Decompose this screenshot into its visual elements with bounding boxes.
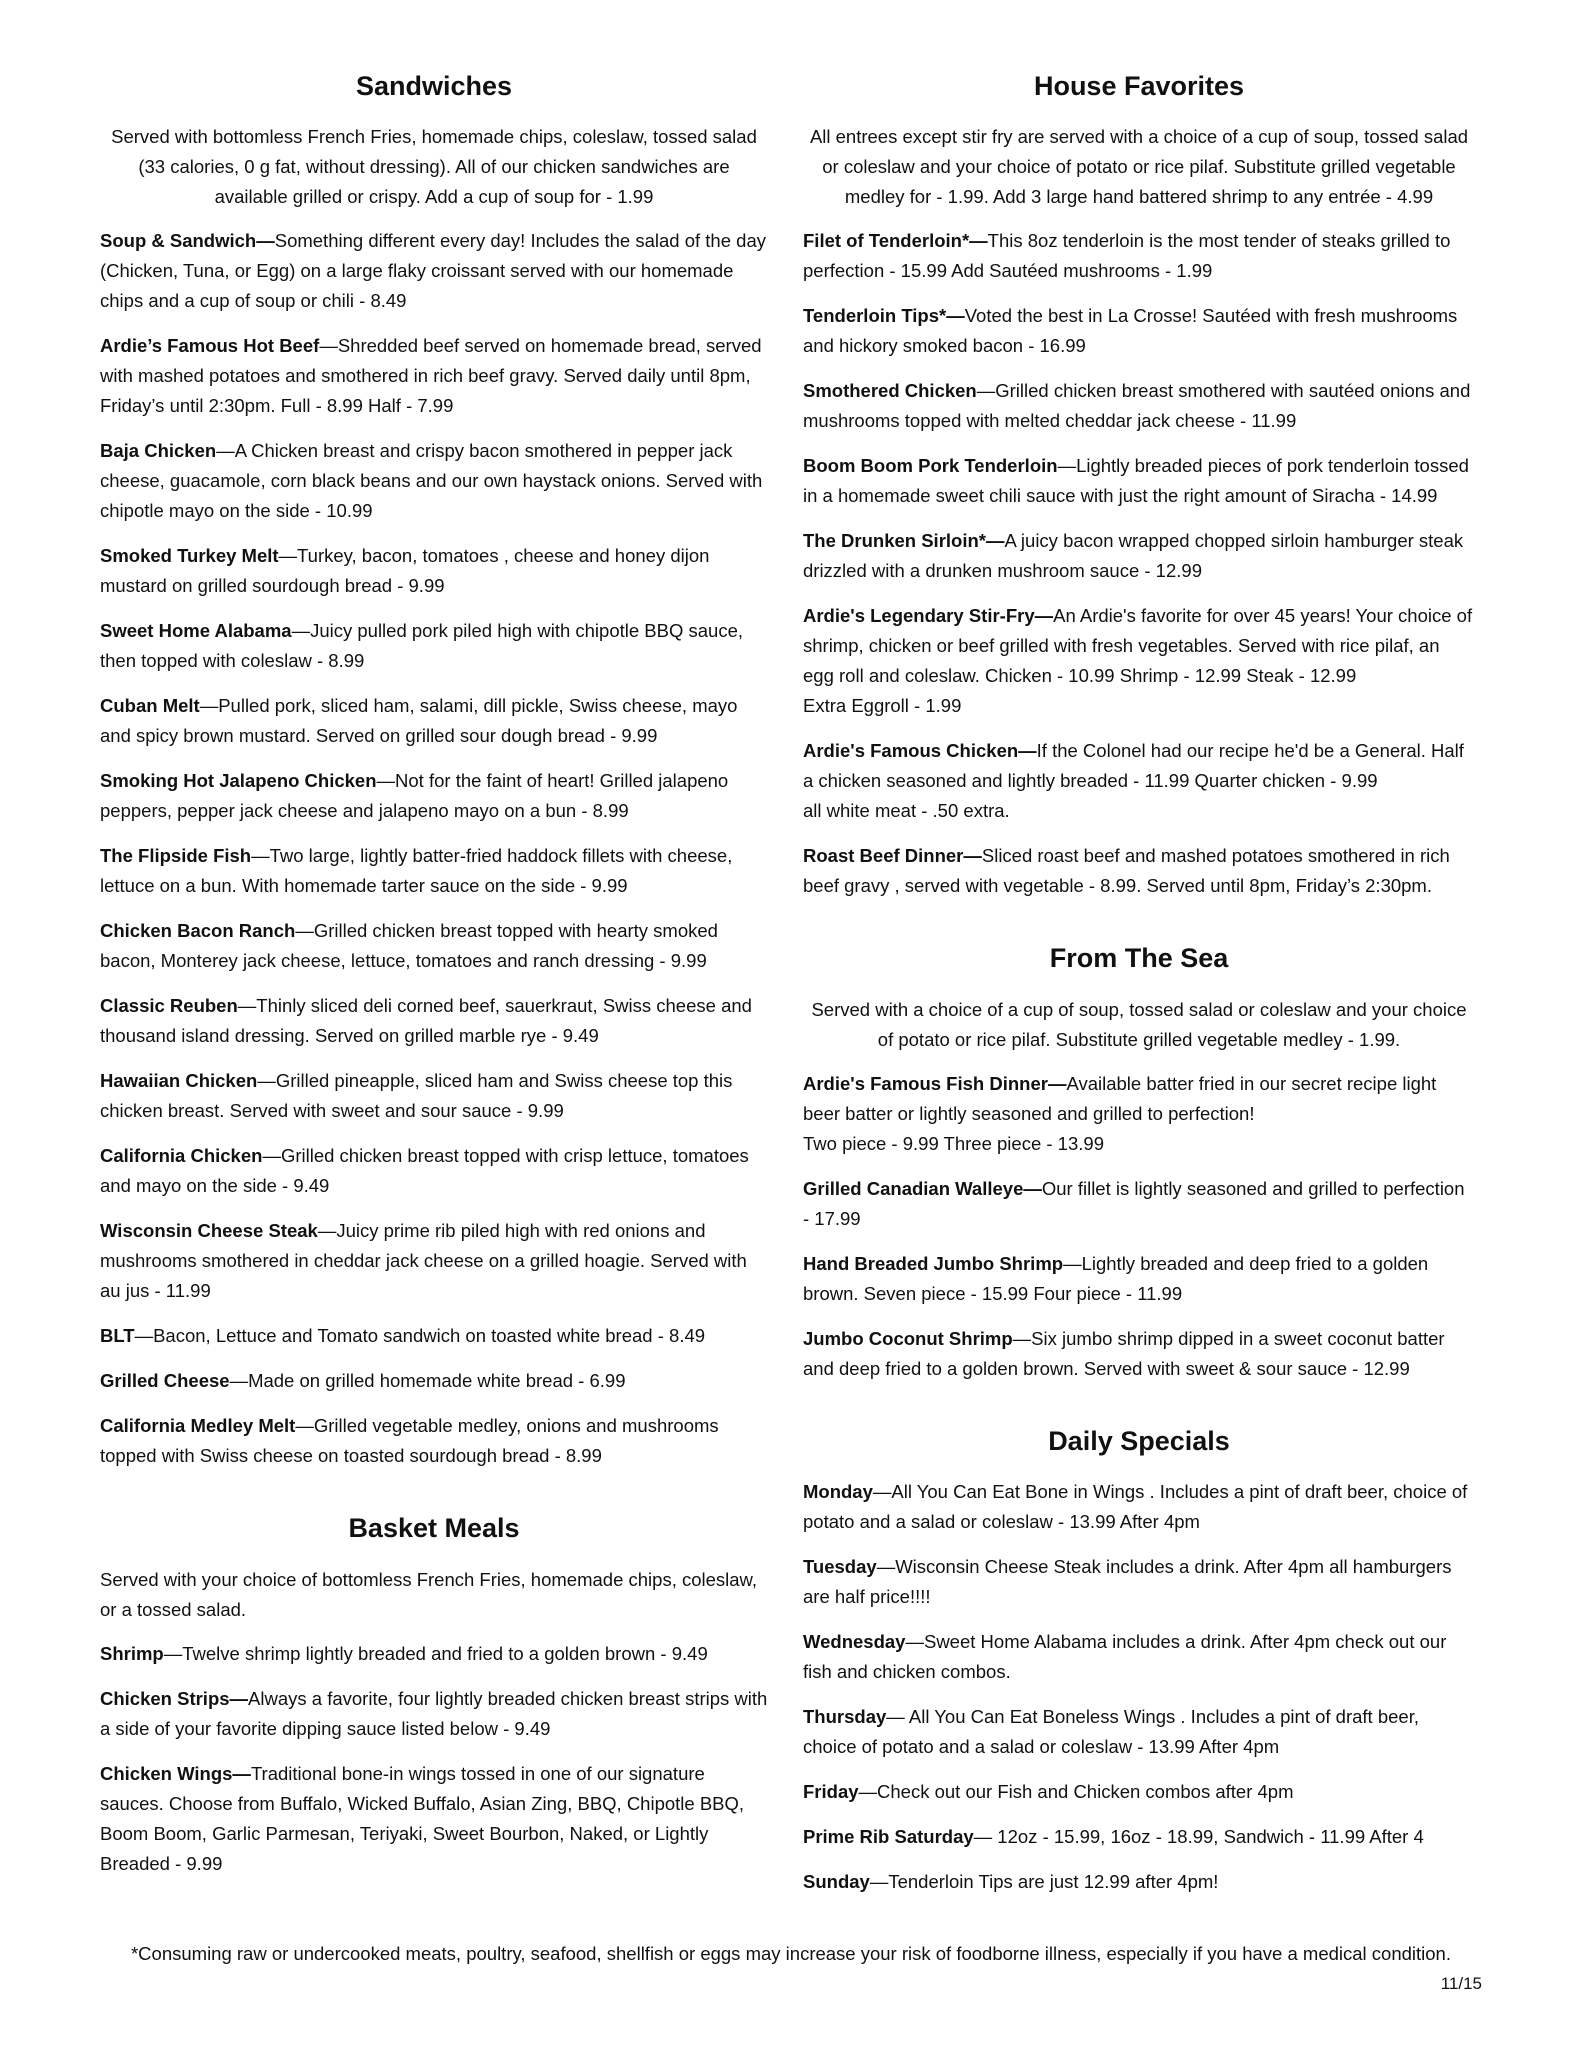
menu-item-description: —Twelve shrimp lightly breaded and fried to a golden brown - 9.49: [163, 1642, 708, 1664]
menu-item: [100, 991, 768, 1051]
menu-item-name: Friday: [803, 1781, 859, 1803]
foodborne-disclaimer: *Consuming raw or undercooked meats, poultry, seafood, shellfish or eggs may increase your risk of foodborne illness, especially if you have a medical condition.: [130, 1943, 1451, 1964]
menu-item: [100, 226, 768, 316]
menu-item-name: Jumbo Coconut Shrimp: [803, 1327, 1013, 1349]
menu-item-description: —Grilled pineapple, sliced ham and Swiss cheese top this chicken breast. Served with sweet and sour sauce - 9.99: [100, 1070, 733, 1122]
menu-item-name: Tuesday: [803, 1556, 877, 1578]
basket-meals-intro: Served with your choice of bottomless French Fries, homemade chips, coleslaw, or a tossed salad.: [100, 1568, 758, 1620]
menu-item-description: —Tenderloin Tips are just 12.99 after 4pm!: [869, 1871, 1219, 1893]
menu-item-name: Roast Beef Dinner—: [803, 845, 982, 867]
menu-item-description: — 12oz - 15.99, 16oz - 18.99, Sandwich - 11.99 After 4: [973, 1826, 1424, 1848]
menu-item-name: Baja Chicken: [100, 440, 217, 462]
menu-item: [803, 1174, 1475, 1234]
menu-item-name: Monday: [803, 1481, 873, 1503]
menu-item: [100, 1321, 768, 1351]
menu-item: [100, 541, 768, 601]
right-column: [803, 70, 1475, 1912]
menu-item-name: Tenderloin Tips*—: [803, 305, 965, 327]
menu-item: [100, 1066, 768, 1126]
menu-item-name: The Drunken Sirloin*—: [803, 530, 1005, 552]
menu-item-description: —Thinly sliced deli corned beef, sauerkraut, Swiss cheese and thousand island dressing. Served on grilled marble rye - 9.49: [100, 995, 752, 1047]
menu-item: [803, 1552, 1475, 1612]
menu-item: [803, 376, 1475, 436]
basket-meals-title: Basket Meals: [348, 1513, 520, 1544]
menu-item: [803, 601, 1475, 721]
from-the-sea-list: [803, 1069, 1475, 1384]
menu-item: [803, 1477, 1475, 1537]
menu-item-name: Hand Breaded Jumbo Shrimp: [803, 1252, 1064, 1274]
menu-item-name: BLT: [100, 1325, 135, 1347]
from-the-sea-title: From The Sea: [1049, 943, 1229, 974]
menu-item-description: Available batter fried in our secret recipe light beer batter or lightly seasoned and grilled to perfection!: [803, 1072, 1437, 1124]
menu-item-description: —Made on grilled homemade white bread - 6.99: [229, 1370, 626, 1392]
menu-item-description: Voted the best in La Crosse! Sautéed with fresh mushrooms and hickory smoked bacon - 16.99: [803, 305, 1458, 357]
menu-item: [100, 1411, 768, 1471]
menu-item: [100, 616, 768, 676]
daily-specials-list: [803, 1477, 1475, 1897]
menu-item-name: Prime Rib Saturday: [803, 1826, 974, 1848]
house-favorites-intro: All entrees except stir fry are served with a choice of a cup of soup, tossed salad or coleslaw and your choice of potato or rice pilaf. Substitute grilled vegetable medley for - 1.99. Add 3 large hand battered shrimp to any entrée - 4.99: [809, 126, 1469, 208]
menu-item: [100, 766, 768, 826]
menu-item: [100, 1216, 768, 1306]
menu-item: [803, 1627, 1475, 1687]
menu-item-name: California Chicken: [100, 1145, 263, 1167]
menu-item-description: —Six jumbo shrimp dipped in a sweet coconut batter and deep fried to a golden brown. Served with sweet & sour sauce - 12.99: [803, 1327, 1445, 1379]
page-code: 11/15: [1440, 1974, 1482, 1993]
menu-item-name: Filet of Tenderloin*—: [803, 230, 988, 252]
menu-item-name: California Medley Melt: [100, 1415, 296, 1437]
menu-item-name: Wisconsin Cheese Steak: [100, 1220, 318, 1242]
menu-item-description: An Ardie's favorite for over 45 years! Your choice of shrimp, chicken or beef grilled with fresh vegetables. Served with rice pilaf, an egg roll and coleslaw. Chicken - 10.99 Shrimp - 12.99 Steak - 12.99: [803, 605, 1473, 687]
menu-item: [803, 736, 1475, 826]
menu-item-name: Boom Boom Pork Tenderloin: [803, 455, 1058, 477]
menu-item: [803, 1822, 1475, 1852]
menu-item-description: Always a favorite, four lightly breaded chicken breast strips with a side of your favorite dipping sauce listed below - 9.49: [100, 1687, 768, 1739]
menu-item-name: Wednesday: [803, 1631, 906, 1653]
menu-item-description: —Grilled chicken breast topped with hearty smoked bacon, Monterey jack cheese, lettuce, tomatoes and ranch dressing - 9.99: [100, 920, 718, 972]
sandwiches-list: [100, 226, 768, 1471]
daily-specials-title: Daily Specials: [1048, 1425, 1230, 1456]
menu-item: [100, 691, 768, 751]
menu-item-name: Ardie's Legendary Stir-Fry—: [803, 605, 1054, 627]
menu-item-description: —Not for the faint of heart! Grilled jalapeno peppers, pepper jack cheese and jalapeno mayo on a bun - 8.99: [100, 770, 729, 822]
basket-meals-list: [100, 1639, 768, 1879]
menu-item: [803, 526, 1475, 586]
menu-item: [100, 1141, 768, 1201]
menu-item-extra: Two piece - 9.99 Three piece - 13.99: [803, 1132, 1104, 1154]
menu-item: [803, 841, 1475, 901]
menu-item-description: If the Colonel had our recipe he'd be a General. Half a chicken seasoned and lightly breaded - 11.99 Quarter chicken - 9.99: [803, 740, 1464, 792]
menu-item-name: Smoked Turkey Melt: [100, 545, 279, 567]
left-column: [100, 70, 768, 1894]
menu-item-description: Traditional bone-in wings tossed in one of our signature sauces. Choose from Buffalo, Wicked Buffalo, Asian Zing, BBQ, Chipotle BBQ, Boom Boom, Garlic Parmesan, Teriyaki, Sweet Bourbon, Naked, or Lightly Breaded - 9.99: [100, 1762, 745, 1874]
menu-item-description: —Sweet Home Alabama includes a drink. After 4pm check out our fish and chicken combos.: [803, 1631, 1447, 1683]
menu-item: [100, 436, 768, 526]
menu-item: [803, 301, 1475, 361]
menu-item-description: —Lightly breaded and deep fried to a golden brown. Seven piece - 15.99 Four piece - 11.99: [803, 1252, 1429, 1304]
house-favorites-list: [803, 226, 1475, 901]
menu-item: [803, 1249, 1475, 1309]
menu-item-description: —Wisconsin Cheese Steak includes a drink. After 4pm all hamburgers are half price!!!!: [803, 1556, 1452, 1608]
menu-item-description: Something different every day! Includes the salad of the day (Chicken, Tuna, or Egg) on a large flaky croissant served with our homemade chips and a cup of soup or chili - 8.49: [100, 230, 766, 312]
menu-item: [803, 1324, 1475, 1384]
menu-item: [803, 1069, 1475, 1159]
menu-item-description: — All You Can Eat Boneless Wings . Includes a pint of draft beer, choice of potato and a salad or coleslaw - 13.99 After 4pm: [803, 1706, 1419, 1758]
menu-item-name: Shrimp: [100, 1642, 164, 1664]
menu-item-extra: Extra Eggroll - 1.99: [803, 695, 962, 717]
menu-item-name: Cuban Melt: [100, 695, 200, 717]
from-the-sea-intro: Served with a choice of a cup of soup, tossed salad or coleslaw and your choice of potato or rice pilaf. Substitute grilled vegetable medley - 1.99.: [811, 998, 1467, 1050]
menu-item-description: —Juicy prime rib piled high with red onions and mushrooms smothered in cheddar jack cheese on a grilled hoagie. Served with au jus - 11.99: [100, 1220, 747, 1302]
menu-item-description: Sliced roast beef and mashed potatoes smothered in rich beef gravy , served with vegetable - 8.99. Served until 8pm, Friday’s 2:30pm.: [803, 845, 1450, 897]
house-favorites-title: House Favorites: [1033, 71, 1245, 101]
menu-item-name: Smoking Hot Jalapeno Chicken: [100, 770, 377, 792]
menu-item-name: The Flipside Fish: [100, 845, 252, 867]
sandwiches-title: Sandwiches: [355, 71, 513, 101]
menu-item-name: Thursday: [803, 1706, 887, 1728]
menu-item-description: —All You Can Eat Bone in Wings . Includes a pint of draft beer, choice of potato and a salad or coleslaw - 13.99 After 4pm: [803, 1481, 1468, 1533]
menu-item-name: Hawaiian Chicken: [100, 1070, 258, 1092]
menu-item-name: Chicken Bacon Ranch: [100, 920, 296, 942]
menu-item-name: Grilled Canadian Walleye—: [803, 1177, 1042, 1199]
menu-item: [100, 331, 768, 421]
menu-item: [100, 1684, 768, 1744]
menu-item-name: Smothered Chicken: [803, 380, 977, 402]
menu-item-description: —Pulled pork, sliced ham, salami, dill pickle, Swiss cheese, mayo and spicy brown mustard. Served on grilled sour dough bread - 9.99: [100, 695, 738, 747]
menu-item-name: Classic Reuben: [100, 995, 238, 1017]
menu-item-description: —Bacon, Lettuce and Tomato sandwich on toasted white bread - 8.49: [134, 1325, 706, 1347]
menu-item-description: —Juicy pulled pork piled high with chipotle BBQ sauce, then topped with coleslaw - 8.99: [100, 620, 744, 672]
menu-item: [100, 1639, 768, 1669]
menu-item-name: Soup & Sandwich—: [100, 230, 275, 252]
menu-item-name: Grilled Cheese: [100, 1370, 230, 1392]
menu-item: [100, 1366, 768, 1396]
menu-item-description: This 8oz tenderloin is the most tender of steaks grilled to perfection - 15.99 Add Sautéed mushrooms - 1.99: [803, 230, 1451, 282]
menu-item-description: —Grilled chicken breast smothered with sautéed onions and mushrooms topped with melted cheddar jack cheese - 11.99: [803, 380, 1471, 432]
menu-item-extra: all white meat - .50 extra.: [803, 800, 1010, 822]
menu-item-description: —Shredded beef served on homemade bread, served with mashed potatoes and smothered in rich beef gravy. Served daily until 8pm, Friday’s until 2:30pm. Full - 8.99 Half - 7.99: [100, 335, 762, 417]
menu-item-name: Ardie’s Famous Hot Beef: [100, 335, 320, 357]
menu-item-description: —A Chicken breast and crispy bacon smothered in pepper jack cheese, guacamole, corn black beans and our own haystack onions. Served with chipotle mayo on the side - 10.99: [100, 440, 763, 522]
sandwiches-intro: Served with bottomless French Fries, homemade chips, coleslaw, tossed salad (33 calories, 0 g fat, without dressing). All of our chicken sandwiches are available grilled or crispy. Add a cup of soup for - 1.99: [111, 126, 757, 208]
menu-item-name: Sunday: [803, 1871, 870, 1893]
menu-item: [803, 226, 1475, 286]
menu-item-name: Sweet Home Alabama: [100, 620, 292, 642]
menu-item: [803, 1867, 1475, 1897]
menu-item-name: Chicken Strips—: [100, 1687, 249, 1709]
menu-item: [803, 1702, 1475, 1762]
menu-item: [100, 916, 768, 976]
menu-item: [803, 1777, 1475, 1807]
menu-item-description: —Grilled vegetable medley, onions and mushrooms topped with Swiss cheese on toasted sourdough bread - 8.99: [100, 1415, 719, 1467]
menu-item: [100, 841, 768, 901]
menu-item-description: —Lightly breaded pieces of pork tenderloin tossed in a homemade sweet chili sauce with just the right amount of Siracha - 14.99: [803, 455, 1469, 507]
menu-item-name: Chicken Wings—: [100, 1762, 251, 1784]
menu-item-description: —Two large, lightly batter-fried haddock fillets with cheese, lettuce on a bun. With homemade tarter sauce on the side - 9.99: [100, 845, 733, 897]
menu-item-description: —Check out our Fish and Chicken combos after 4pm: [858, 1781, 1294, 1803]
menu-item-description: —Grilled chicken breast topped with crisp lettuce, tomatoes and mayo on the side - 9.49: [100, 1145, 749, 1197]
menu-item-description: Our fillet is lightly seasoned and grilled to perfection - 17.99: [803, 1177, 1465, 1229]
menu-item-name: Ardie's Famous Fish Dinner—: [803, 1072, 1067, 1094]
menu-item-name: Ardie's Famous Chicken—: [803, 740, 1037, 762]
menu-item: [100, 1759, 768, 1879]
menu-item: [803, 451, 1475, 511]
menu-item-description: A juicy bacon wrapped chopped sirloin hamburger steak drizzled with a drunken mushroom sauce - 12.99: [803, 530, 1464, 582]
menu-item-description: —Turkey, bacon, tomatoes , cheese and honey dijon mustard on grilled sourdough bread - 9.99: [100, 545, 710, 597]
